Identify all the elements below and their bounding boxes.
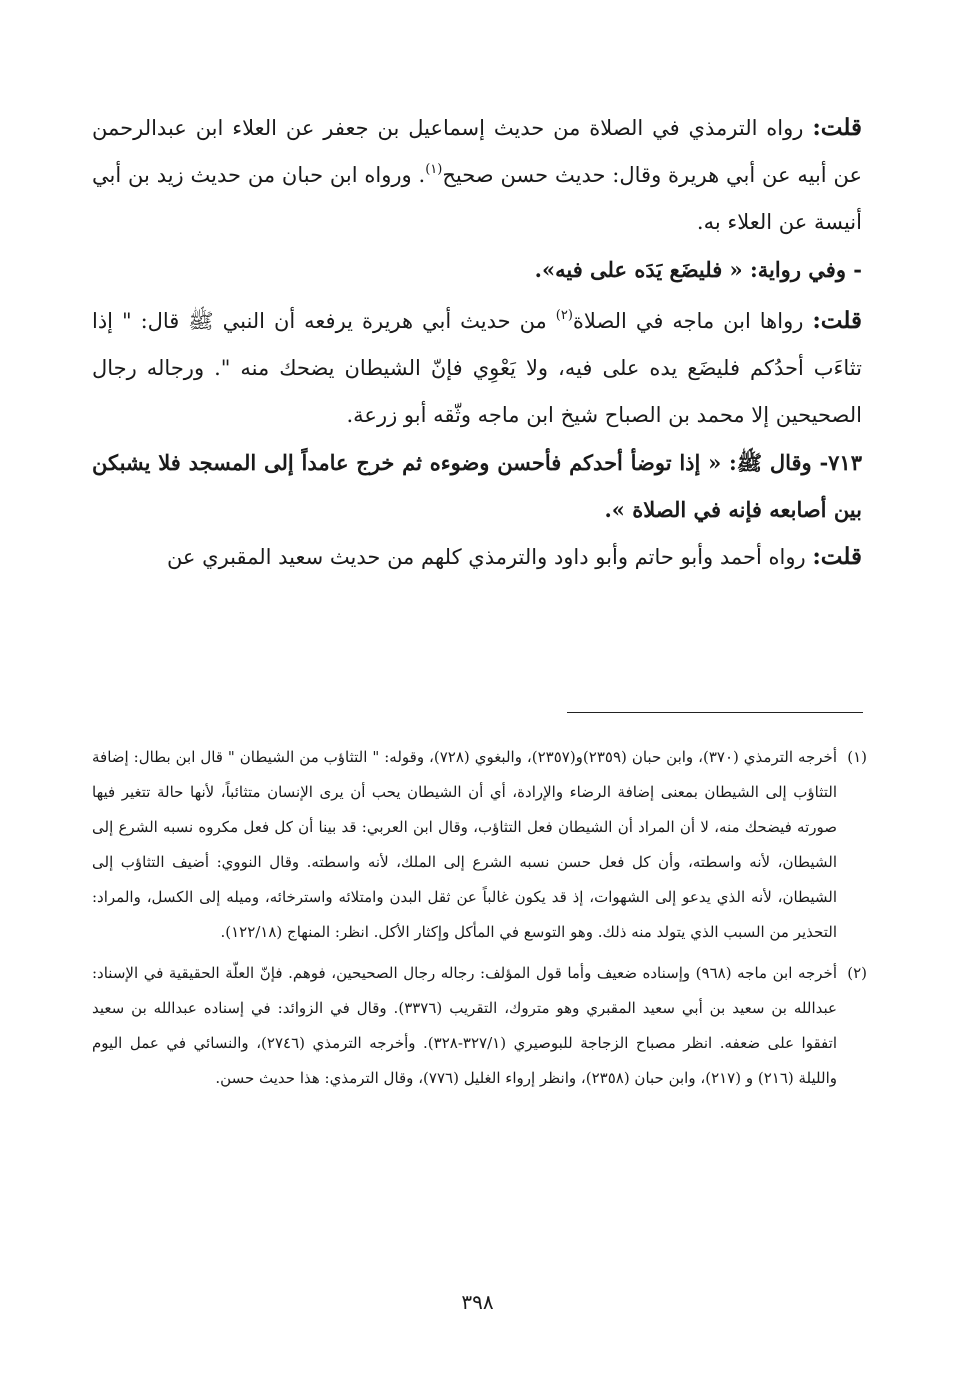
main-text bbox=[92, 104, 862, 581]
riwaya-line: - وفي رواية: « فليضَع يَدَه على فيه». bbox=[534, 257, 862, 282]
qult-label: قلت: bbox=[812, 543, 862, 570]
paragraph-text: . ورواه ابن حبان من حديث زيد بن أبي أنيسة عن العلاء به. bbox=[92, 163, 862, 234]
footnote-1 bbox=[92, 740, 867, 950]
footnote-number: (٢) bbox=[847, 964, 867, 982]
footnote-separator bbox=[567, 712, 863, 713]
page-number: ٣٩٨ bbox=[461, 1290, 494, 1314]
hadith-713 bbox=[92, 439, 862, 533]
paragraph-text: من حديث أبي هريرة يرفعه أن النبي ﷺ قال: " إذا تثاءَب أحدُكم فليضَع يده على فيه، ولا يَعْوِي فإنّ الشيطان يضحك منه ". ورجاله رجال الصحيحين إلا محمد بن الصباح شيخ ابن ماجه وثّقه أبو زرعة. bbox=[92, 309, 862, 427]
paragraph-3 bbox=[92, 297, 862, 439]
footnote-ref-2: (٢) bbox=[555, 308, 573, 323]
footnote-text: أخرجه ابن ماجه (٩٦٨) وإسناده ضعيف وأما قول المؤلف: رجاله رجال الصحيحين، فوهم. فإنّ العلّة الحقيقية في الإسناد: عبدالله بن سعيد بن أبي سعيد المقبري وهو متروك، التقريب (٣٣٧٦). وقال في الزوائد: في إسناده عبدالله بن سعيد اتفقوا على ضعفه. انظر مصباح الزجاجة للبوصيري (٣٢٧/١-٣٢٨). وأخرجه الترمذي (٢٧٤٦)، والنسائي في عمل اليوم والليلة (٢١٦) و (٢١٧)، وابن حبان (٢٣٥٨)، وانظر إرواء الغليل (٧٧٦)، وقال الترمذي: هذا حديث حسن. bbox=[92, 964, 837, 1087]
paragraph-text: رواه الترمذي في الصلاة من حديث إسماعيل بن جعفر عن العلاء ابن عبدالرحمن عن أبيه عن أبي هريرة وقال: حديث حسن صحيح bbox=[92, 116, 862, 187]
hadith-number: ٧١٣- bbox=[819, 450, 862, 475]
qult-label: قلت: bbox=[812, 114, 862, 141]
qult-label: قلت: bbox=[812, 307, 862, 334]
footnote-number: (١) bbox=[847, 748, 867, 766]
paragraph-5 bbox=[92, 533, 862, 581]
footnote-ref-1: (١) bbox=[425, 162, 443, 177]
footnotes bbox=[92, 740, 867, 1102]
footnote-2 bbox=[92, 956, 867, 1096]
paragraph-1 bbox=[92, 104, 862, 246]
hadith-text: وقال ﷺ: « إذا توضأ أحدكم فأحسن وضوءه ثم خرج عامداً إلى المسجد فلا يشبكن بين أصابعه فإنه في الصلاة ». bbox=[92, 450, 862, 522]
footnote-text: أخرجه الترمذي (٣٧٠)، وابن حبان (٢٣٥٩)و(٢٣٥٧)، والبغوي (٧٢٨)، وقوله: " التثاؤب من الشيطان " قال ابن بطال: إضافة التثاؤب إلى الشيطان بمعنى إضافة الرضاء والإرادة، أي أن الشيطان يحب أن يرى الإنسان متثائباً، لأنها حالة تتغير فيها صورته فيضحك منه، لا أن المراد أن الشيطان فعل التثاؤب، وقال ابن العربي: قد بينا أن كل فعل مكروه نسبه الشرع إلى الشيطان، لأنه واسطته، وأن كل فعل حسن نسبه الشرع إلى الملك، لأنه واسطته. وقال النووي: أضيف التثاؤب إلى الشيطان، لأنه الذي يدعو إلى الشهوات، إذ قد يكون غالباً عن ثقل البدن وامتلائه واسترخائه، وميله إلى الكسل، والمراد: التحذير من السبب الذي يتولد منه ذلك. وهو التوسع في المأكل وإكثار الأكل. انظر: المنهاج (١٢٢/١٨). bbox=[92, 748, 837, 941]
paragraph-text: رواها ابن ماجه في الصلاة bbox=[572, 309, 813, 333]
paragraph-text: رواه أحمد وأبو حاتم وأبو داود والترمذي كلهم من حديث سعيد المقبري عن bbox=[166, 545, 813, 569]
